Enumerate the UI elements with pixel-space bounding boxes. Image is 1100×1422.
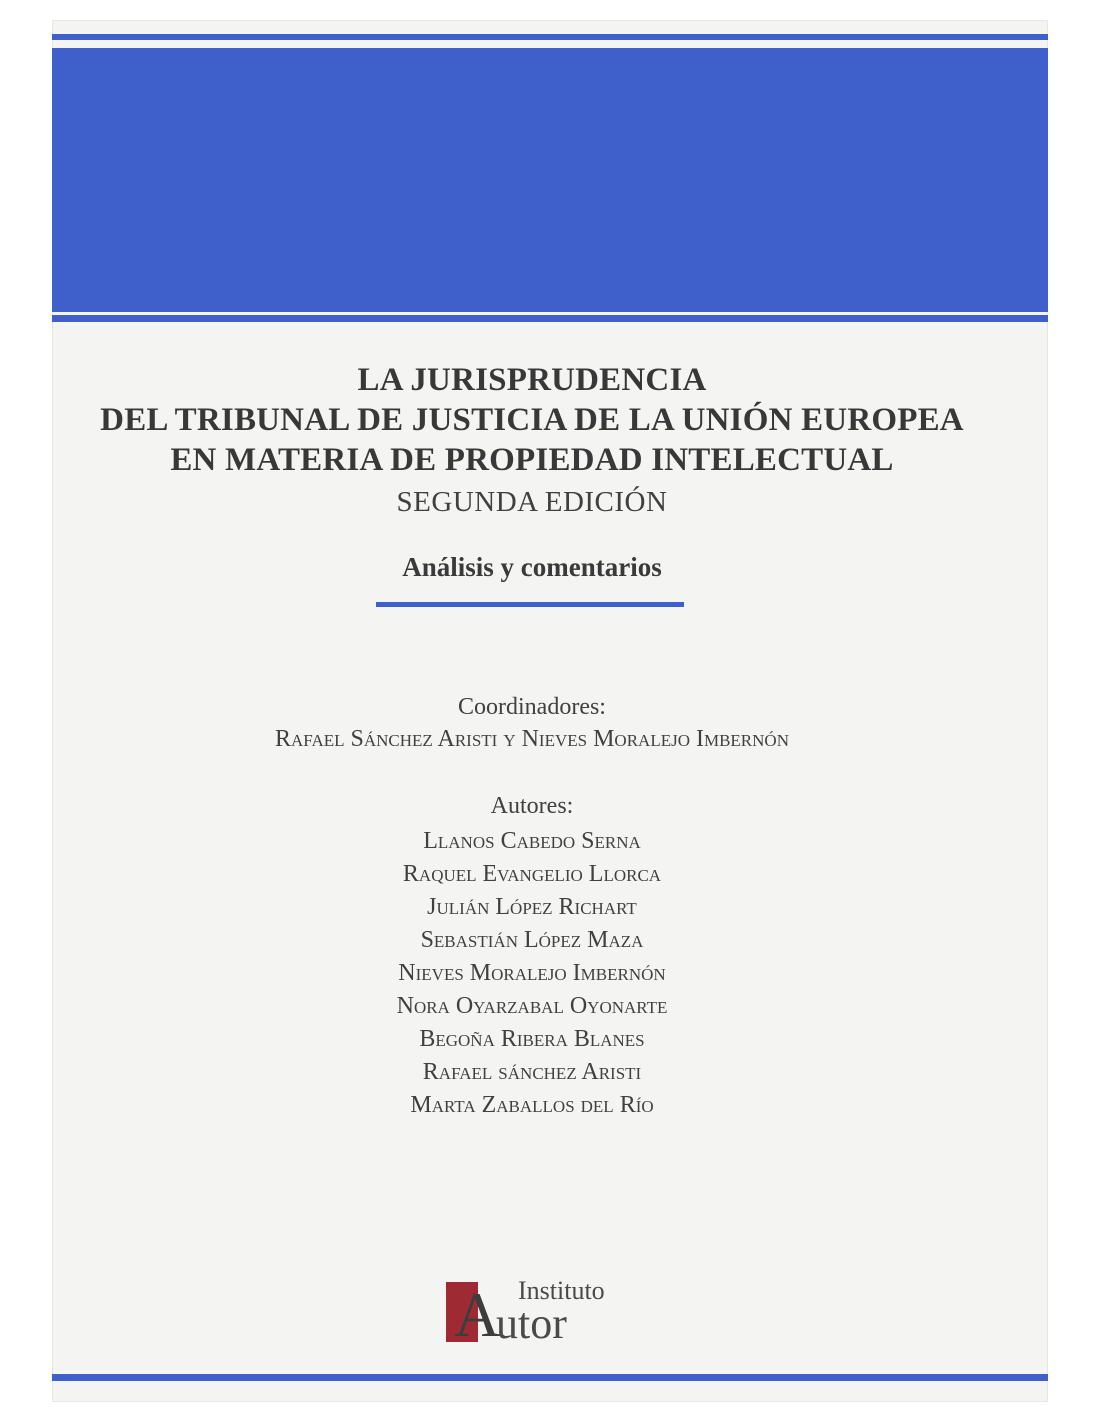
author-name: Begoña Ribera Blanes bbox=[419, 1026, 645, 1052]
subtitle-rule bbox=[376, 602, 684, 607]
title-line-2: DEL TRIBUNAL DE JUSTICIA DE LA UNIÓN EUROPEA bbox=[100, 402, 964, 438]
top-thin-rule bbox=[52, 34, 1048, 40]
coordinators-label: Coordinadores: bbox=[458, 694, 606, 720]
author-name: Nora Oyarzabal Oyonarte bbox=[396, 993, 668, 1019]
coordinators-names: Rafael Sánchez Aristi y Nieves Moralejo Imbernón bbox=[275, 726, 789, 752]
author-name: Llanos Cabedo Serna bbox=[423, 828, 641, 854]
book-title bbox=[52, 360, 1012, 480]
top-color-band bbox=[52, 48, 1048, 312]
title-line-1: LA JURISPRUDENCIA bbox=[357, 362, 707, 398]
edition-label: SEGUNDA EDICIÓN bbox=[396, 486, 668, 518]
logo-autor-text: utor bbox=[496, 1299, 567, 1348]
author-name: Marta Zaballos del Río bbox=[410, 1092, 654, 1118]
logo-instituto-text: Instituto bbox=[518, 1276, 605, 1305]
book-cover bbox=[52, 20, 1048, 1402]
authors-label: Autores: bbox=[490, 793, 574, 819]
author-name: Julián López Richart bbox=[427, 894, 637, 920]
bottom-rule bbox=[52, 1374, 1048, 1381]
subtitle: Análisis y comentarios bbox=[402, 552, 662, 582]
title-line-3: EN MATERIA DE PROPIEDAD INTELECTUAL bbox=[170, 442, 894, 478]
band-under-rule bbox=[52, 315, 1048, 322]
author-name: Sebastián López Maza bbox=[420, 927, 644, 953]
author-name: Rafael sánchez Aristi bbox=[422, 1059, 642, 1085]
publisher-logo bbox=[446, 1265, 666, 1350]
logo-initial: A bbox=[454, 1279, 501, 1350]
author-name: Raquel Evangelio Llorca bbox=[402, 861, 662, 887]
authors-list bbox=[52, 825, 1012, 1122]
author-name: Nieves Moralejo Imbernón bbox=[398, 960, 666, 986]
